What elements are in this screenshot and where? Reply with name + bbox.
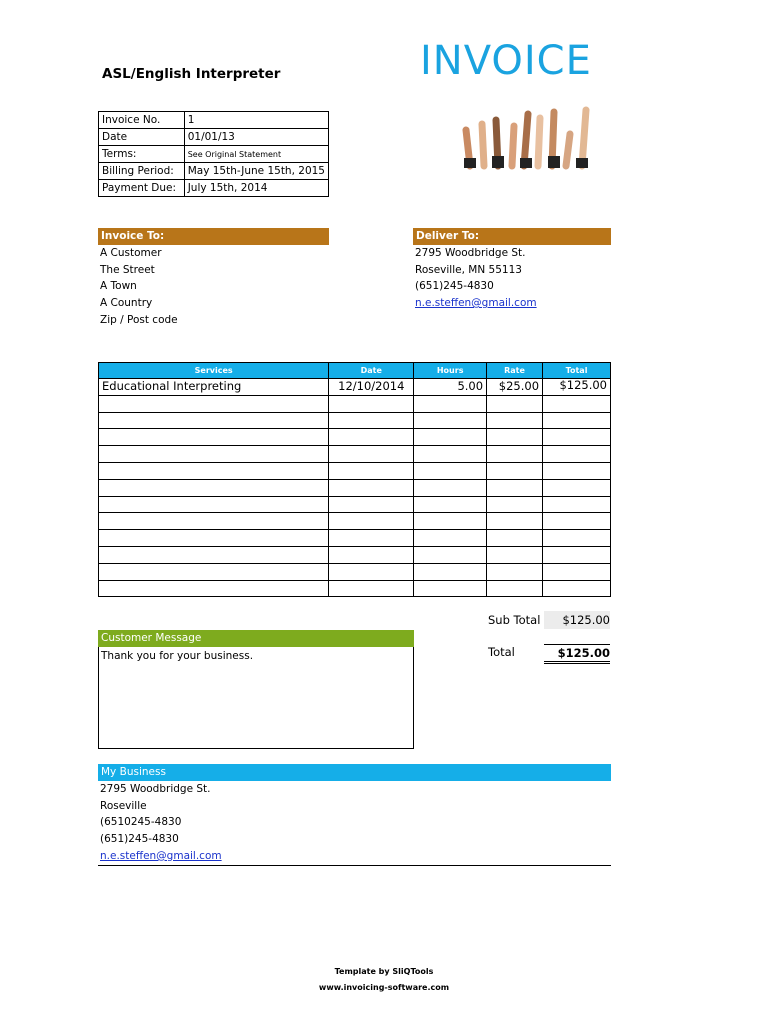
my-business-line: (651)245-4830 bbox=[100, 833, 179, 846]
my-business-block bbox=[98, 764, 611, 866]
info-label: Payment Due: bbox=[99, 180, 185, 197]
col-header-services: Services bbox=[99, 363, 329, 379]
invoice-to-line: The Street bbox=[100, 263, 155, 276]
my-business-heading: My Business bbox=[98, 764, 611, 781]
service-cell: Educational Interpreting bbox=[99, 379, 329, 396]
subtotal-label: Sub Total bbox=[488, 613, 541, 627]
table-row bbox=[99, 479, 611, 496]
col-header-date: Date bbox=[329, 363, 414, 379]
info-label: Billing Period: bbox=[99, 163, 185, 180]
invoice-to-line: Zip / Post code bbox=[100, 313, 178, 326]
info-label: Terms: bbox=[99, 146, 185, 163]
info-label: Invoice No. bbox=[99, 112, 185, 129]
deliver-to-line: 2795 Woodbridge St. bbox=[415, 247, 526, 259]
total-value: $125.00 bbox=[544, 644, 610, 664]
table-row bbox=[99, 395, 611, 412]
invoice-to-block bbox=[98, 228, 329, 329]
my-business-line: (6510245-4830 bbox=[100, 816, 182, 829]
services-table bbox=[98, 362, 611, 597]
deliver-to-email-link[interactable]: n.e.steffen@gmail.com bbox=[415, 297, 537, 310]
invoice-to-heading: Invoice To: bbox=[98, 228, 329, 245]
info-row bbox=[99, 146, 329, 163]
hours-cell: 5.00 bbox=[414, 379, 487, 396]
invoice-to-line: A Town bbox=[100, 280, 137, 293]
my-business-email-link[interactable]: n.e.steffen@gmail.com bbox=[100, 849, 222, 862]
info-row bbox=[99, 180, 329, 197]
invoice-to-line: A Country bbox=[100, 297, 153, 310]
table-row bbox=[99, 462, 611, 479]
customer-message-text: Thank you for your business. bbox=[101, 650, 254, 662]
my-business-line: 2795 Woodbridge St. bbox=[100, 783, 211, 795]
subtotal-value: $125.00 bbox=[544, 611, 610, 629]
date-cell: 12/10/2014 bbox=[329, 379, 414, 396]
total-cell: $125.00 bbox=[543, 379, 611, 396]
total-label: Total bbox=[488, 645, 515, 659]
info-label: Date bbox=[99, 129, 185, 146]
business-title: ASL/English Interpreter bbox=[102, 66, 281, 82]
services-header-row bbox=[99, 363, 611, 379]
deliver-to-line: (651)245-4830 bbox=[415, 280, 494, 293]
info-row bbox=[99, 112, 329, 129]
invoice-heading: INVOICE bbox=[420, 38, 592, 84]
my-business-line: Roseville bbox=[100, 799, 147, 812]
info-value: See Original Statement bbox=[184, 146, 328, 163]
footer-credit: Template by SliQTools bbox=[334, 967, 434, 976]
table-row bbox=[99, 546, 611, 563]
table-row bbox=[99, 379, 611, 396]
rate-cell: $25.00 bbox=[487, 379, 543, 396]
info-row bbox=[99, 129, 329, 146]
info-value: May 15th-June 15th, 2015 bbox=[184, 163, 328, 180]
col-header-hours: Hours bbox=[414, 363, 487, 379]
table-row bbox=[99, 496, 611, 513]
info-row bbox=[99, 163, 329, 180]
deliver-to-block bbox=[413, 228, 611, 312]
customer-message-box bbox=[98, 630, 414, 749]
table-row bbox=[99, 429, 611, 446]
col-header-rate: Rate bbox=[487, 363, 543, 379]
raised-hands-illustration bbox=[458, 104, 598, 170]
table-row bbox=[99, 412, 611, 429]
customer-message-heading: Customer Message bbox=[98, 630, 414, 647]
table-row bbox=[99, 563, 611, 580]
info-value: 01/01/13 bbox=[184, 129, 328, 146]
table-row bbox=[99, 446, 611, 463]
col-header-total: Total bbox=[543, 363, 611, 379]
info-value: July 15th, 2014 bbox=[184, 180, 328, 197]
deliver-to-line: Roseville, MN 55113 bbox=[415, 263, 522, 276]
table-row bbox=[99, 513, 611, 530]
info-value: 1 bbox=[184, 112, 328, 129]
table-row bbox=[99, 530, 611, 547]
invoice-info-table bbox=[98, 111, 329, 197]
footer-website-link[interactable]: www.invoicing-software.com bbox=[318, 983, 450, 992]
table-row bbox=[99, 580, 611, 597]
invoice-to-line: A Customer bbox=[100, 247, 162, 259]
deliver-to-heading: Deliver To: bbox=[413, 228, 611, 245]
